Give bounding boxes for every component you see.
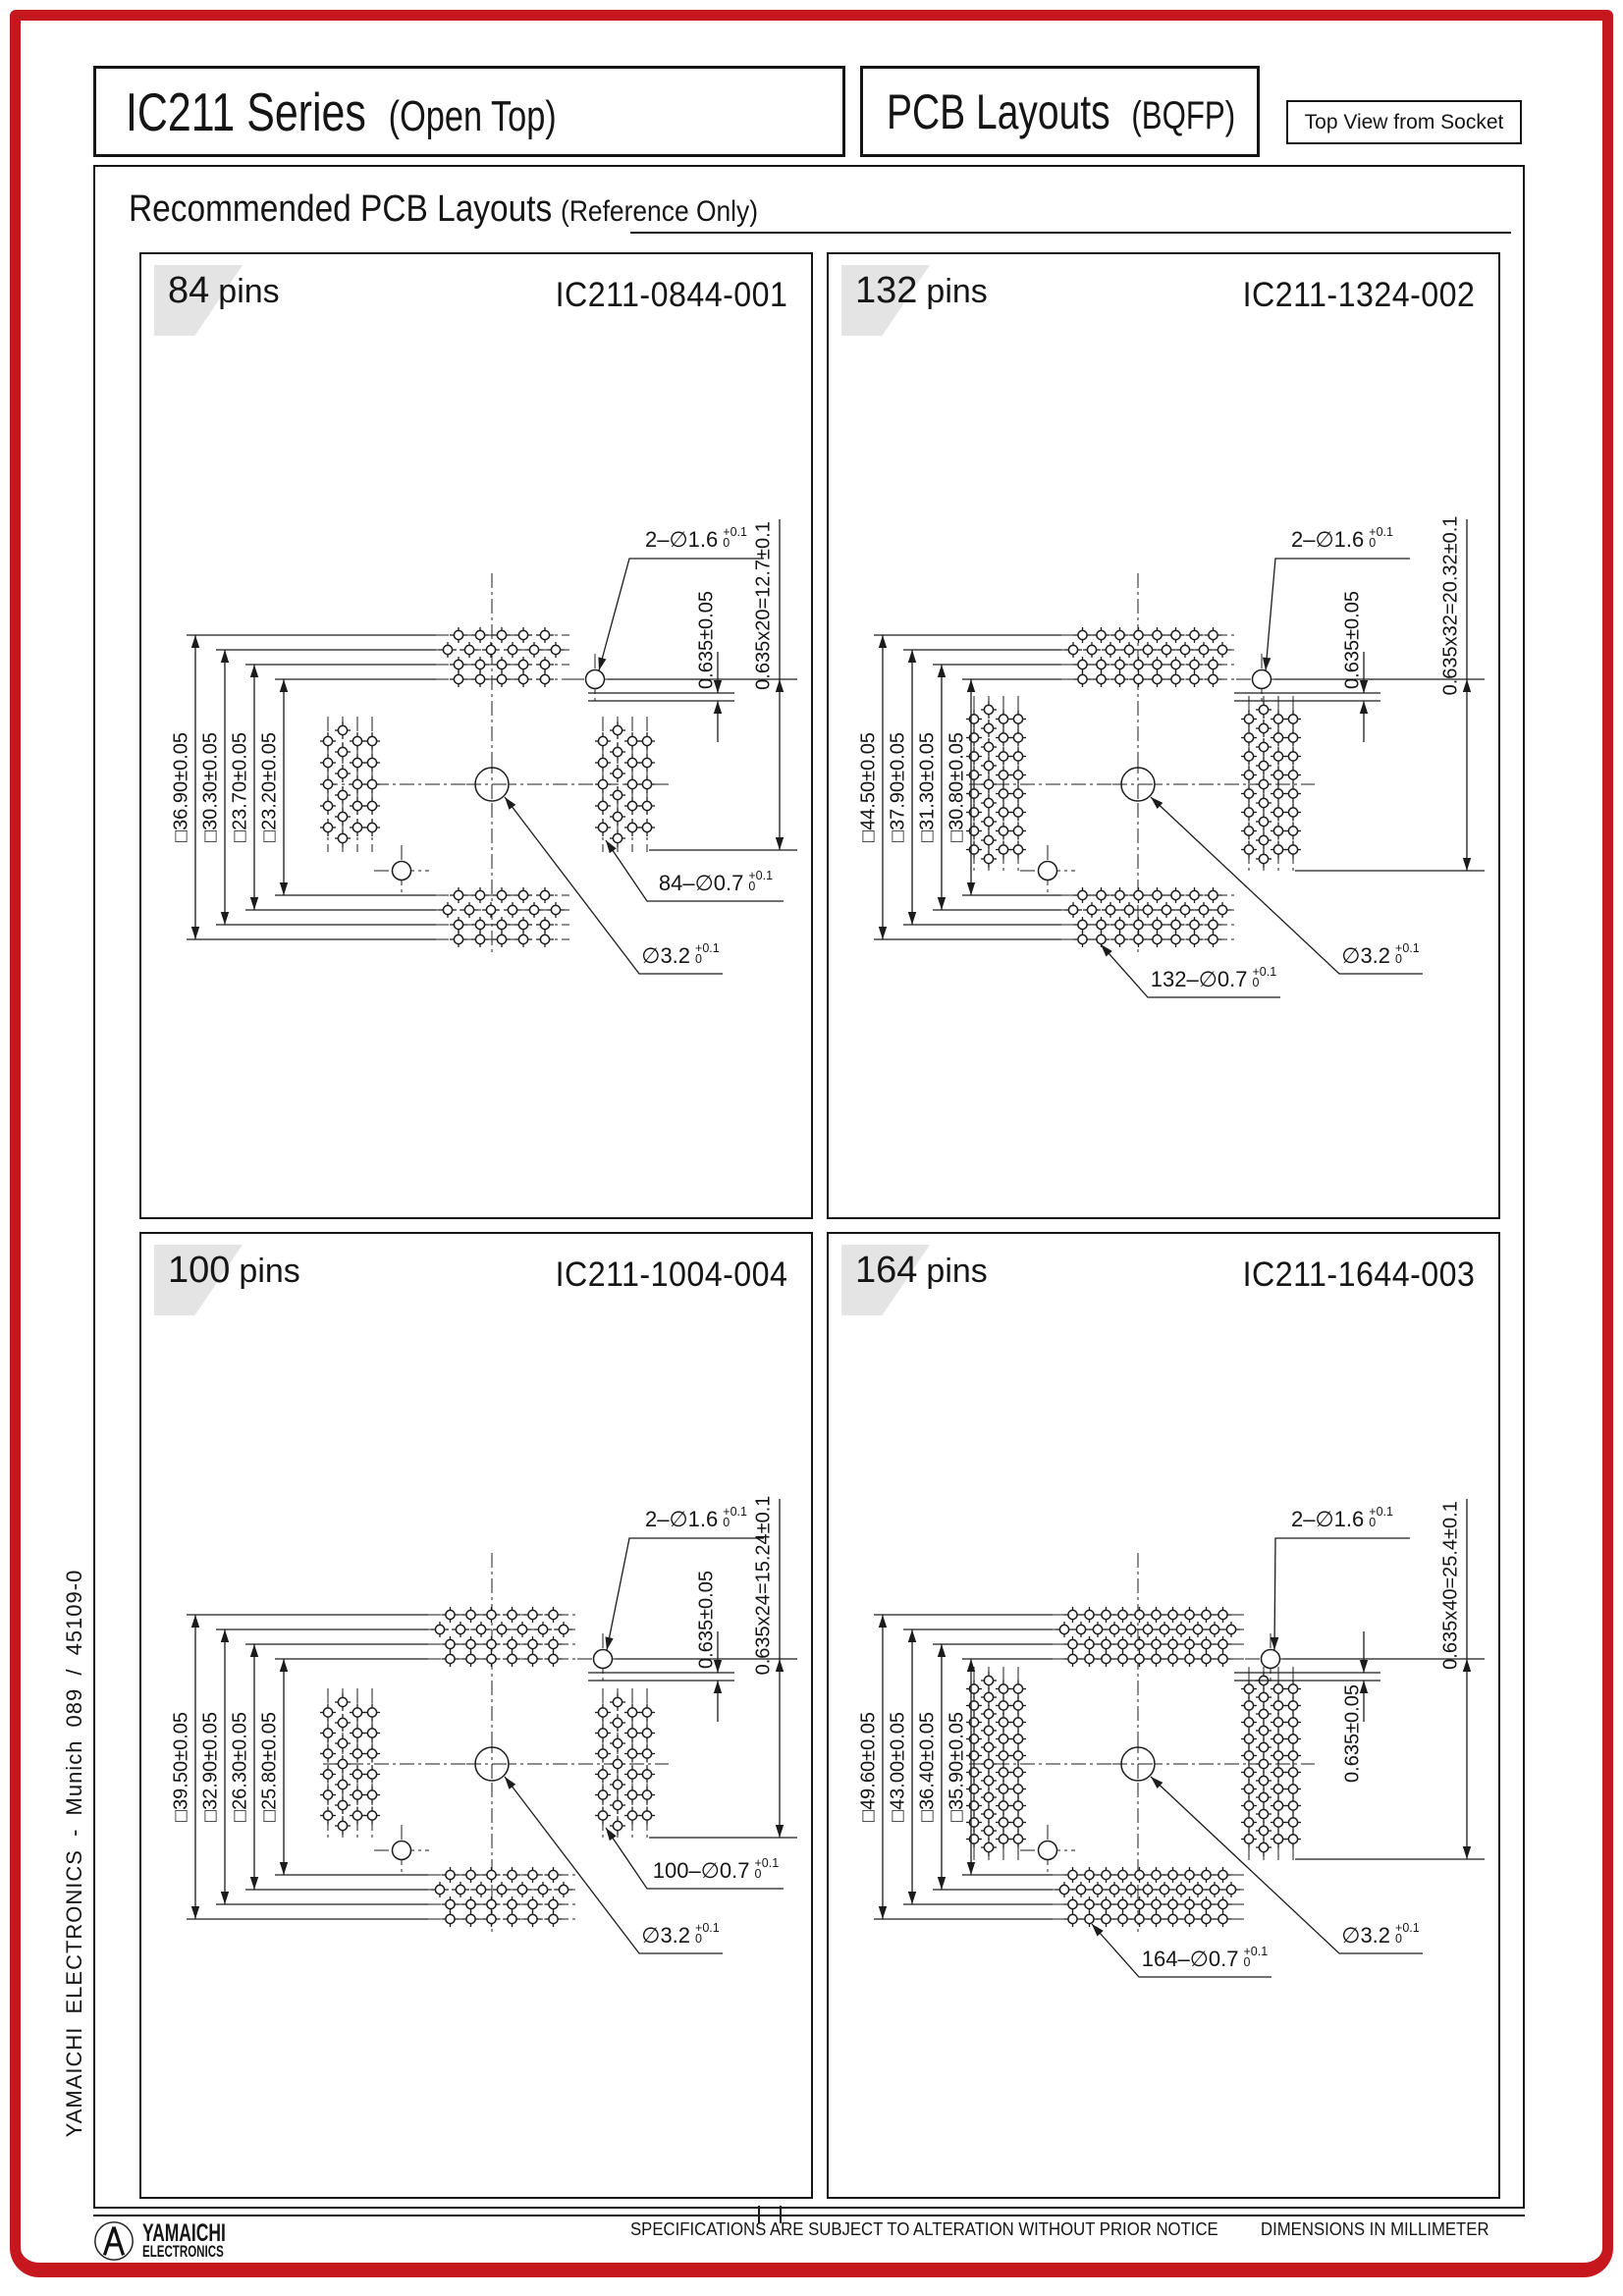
center-hole-label — [641, 1920, 720, 1949]
outline-dim-4-text: □30.80±0.05 — [946, 731, 968, 843]
pin-count-number: 164 — [855, 1250, 918, 1291]
pitch-dim-label-text: 0.635±0.05 — [1341, 1684, 1364, 1783]
view-note: Top View from Socket — [1304, 110, 1504, 133]
pin-holes-label-text: 164–∅0.7 — [1141, 1947, 1239, 1971]
pin-holes-label-tolerance — [1243, 1944, 1269, 1969]
center-hole-label-tol-bottom: 0 — [695, 1932, 702, 1946]
pitch-formula-label — [753, 521, 776, 690]
logo-brand-bottom: ELECTRONICS — [142, 2243, 224, 2261]
leader-lines — [502, 559, 784, 974]
outline-dim-2 — [888, 732, 910, 842]
outline-dim-3-text: □36.40±0.05 — [916, 1711, 939, 1823]
guide-holes-label-text: 2–∅1.6 — [1291, 1507, 1365, 1531]
part-number-text: IC211-1324-002 — [1242, 276, 1475, 314]
pitch-formula-label — [1440, 516, 1463, 696]
pin-holes-label — [1150, 964, 1277, 992]
pin-count-number: 132 — [855, 270, 918, 311]
guide-holes-label-tol-bottom: 0 — [723, 1516, 730, 1529]
part-number-text: IC211-0844-001 — [555, 276, 787, 314]
pin-holes-label-tol-bottom: 0 — [754, 1867, 762, 1881]
guide-holes-label-tol-top: +0.1 — [1369, 1504, 1393, 1519]
outline-dim-2 — [200, 1712, 223, 1822]
pin-count-unit: pins — [926, 273, 988, 310]
outline-dim-3 — [230, 1712, 252, 1822]
guide-holes-label — [645, 1504, 747, 1532]
pitch-dim-label — [1342, 591, 1365, 689]
title-rule — [630, 232, 1511, 234]
pin-holes-label-tolerance — [754, 1855, 780, 1881]
pin-count-unit: pins — [239, 1253, 300, 1290]
outline-dim-3-text: □23.70±0.05 — [229, 731, 251, 843]
center-hole-label-tol-top: +0.1 — [695, 1920, 720, 1935]
part-number-text: IC211-1004-004 — [555, 1255, 787, 1294]
outline-dim-2-text: □32.90±0.05 — [199, 1711, 222, 1823]
panel-164-pins — [827, 1232, 1500, 2199]
center-hole-label-tol-bottom: 0 — [1395, 952, 1402, 966]
dimension-lines — [874, 519, 1485, 939]
guide-holes-label-text: 2–∅1.6 — [1291, 527, 1365, 552]
guide-holes-label — [1291, 524, 1393, 553]
pitch-formula-label-text: 0.635x40=25.4±0.1 — [1439, 1501, 1462, 1670]
guide-holes-label — [645, 524, 747, 553]
outline-dim-3-text: □31.30±0.05 — [916, 731, 939, 843]
pin-holes-label-tolerance — [748, 868, 774, 893]
pin-count-number: 84 — [168, 270, 210, 311]
outline-dim-2 — [888, 1712, 910, 1822]
yamaichi-logo — [91, 2218, 261, 2264]
guide-holes-label-tol-bottom: 0 — [1369, 536, 1377, 550]
center-hole-label-text: ∅3.2 — [641, 943, 691, 968]
holes — [393, 1650, 613, 1860]
layouts-container — [93, 165, 1525, 2209]
sidebar-company-text: YAMAICHI ELECTRONICS - Munich 089 / 45109-0 — [62, 1569, 86, 2138]
center-hole-label — [1341, 1920, 1420, 1949]
guide-holes-label — [1291, 1504, 1393, 1532]
center-hole-label-tol-bottom: 0 — [695, 952, 702, 966]
outline-dim-3 — [230, 732, 252, 842]
center-hole-label-tolerance — [1395, 940, 1420, 966]
pin-count-unit: pins — [926, 1253, 988, 1290]
center-hole-label — [1341, 940, 1420, 969]
page-title-box — [860, 66, 1260, 157]
outline-dim-3 — [917, 732, 940, 842]
holes — [393, 670, 605, 881]
center-hole-label-text: ∅3.2 — [641, 1923, 691, 1948]
outline-dim-1 — [171, 732, 193, 842]
center-hole-label-tol-top: +0.1 — [1395, 940, 1420, 955]
pin-holes-label-tol-top: +0.1 — [748, 868, 774, 882]
pin-holes-label-tol-top: +0.1 — [1243, 1944, 1269, 1958]
pin-holes-label-tol-bottom: 0 — [748, 880, 756, 893]
pin-holes-label-tolerance — [1252, 964, 1277, 989]
pin-holes-label-tol-bottom: 0 — [1243, 1955, 1251, 1969]
pin-holes-label — [1141, 1944, 1269, 1972]
guide-holes-label-text: 2–∅1.6 — [645, 1507, 719, 1531]
footer-rule — [93, 2215, 1525, 2216]
pin-count-number: 100 — [168, 1250, 231, 1291]
pitch-formula-label — [753, 1496, 776, 1676]
guide-holes-label-tolerance — [723, 524, 747, 550]
outline-dim-4 — [259, 1712, 282, 1822]
part-number-text: IC211-1644-003 — [1242, 1255, 1475, 1294]
panel-84-pins — [139, 252, 813, 1219]
outline-dim-4-text: □25.80±0.05 — [258, 1711, 281, 1823]
pitch-dim-label — [696, 1571, 719, 1669]
outline-dim-1-text: □39.50±0.05 — [170, 1711, 192, 1823]
pitch-dim-label-text: 0.635±0.05 — [1341, 591, 1364, 689]
pitch-formula-label-text: 0.635x32=20.32±0.1 — [1439, 515, 1462, 696]
guide-holes-label-tolerance — [1369, 524, 1393, 550]
outline-dim-2-text: □43.00±0.05 — [887, 1711, 909, 1823]
view-note-box — [1286, 100, 1522, 144]
pin-holes-label — [658, 868, 774, 896]
series-title-box — [93, 66, 845, 157]
pin-holes-label-tol-bottom: 0 — [1252, 976, 1260, 989]
pin-holes-label-text: 84–∅0.7 — [658, 871, 744, 895]
center-hole-label-text: ∅3.2 — [1341, 1923, 1391, 1948]
guide-holes-label-tol-bottom: 0 — [723, 536, 730, 550]
pin-count-unit: pins — [218, 273, 280, 310]
page-title: PCB Layouts — [887, 83, 1110, 139]
pitch-dim-label-text: 0.635±0.05 — [695, 1571, 718, 1669]
pitch-formula-label — [1440, 1501, 1463, 1670]
center-hole-label — [641, 940, 720, 969]
pin-holes-label-tol-top: +0.1 — [754, 1855, 780, 1870]
center-hole-label-tol-top: +0.1 — [695, 940, 720, 955]
outline-dim-4 — [259, 732, 282, 842]
page-subtitle: (BQFP) — [1131, 93, 1236, 137]
series-subtitle: (Open Top) — [388, 91, 557, 140]
guide-holes-label-text: 2–∅1.6 — [645, 527, 719, 552]
outline-dim-3 — [917, 1712, 940, 1822]
pitch-dim-label — [1342, 1684, 1365, 1783]
logo-brand-top: YAMAICHI — [142, 2219, 226, 2247]
guide-holes-label-tolerance — [1369, 1504, 1393, 1529]
pitch-dim-label — [696, 591, 719, 689]
outline-dim-1 — [858, 1712, 881, 1822]
guide-holes-label-tol-top: +0.1 — [723, 524, 747, 539]
footer-units-note: DIMENSIONS IN MILLIMETER — [1261, 2219, 1489, 2239]
panel-132-pins — [827, 252, 1500, 1219]
section-title-note: (Reference Only) — [561, 195, 759, 228]
outline-dim-2 — [200, 732, 223, 842]
outline-dim-1 — [858, 732, 881, 842]
section-title — [129, 188, 843, 231]
footer-disclaimer: SPECIFICATIONS ARE SUBJECT TO ALTERATION WITHOUT PRIOR NOTICE — [630, 2219, 1218, 2239]
outline-dim-1-text: □44.50±0.05 — [857, 731, 880, 843]
center-hole-label-tolerance — [1395, 1920, 1420, 1946]
center-hole-label-tol-bottom: 0 — [1395, 1932, 1402, 1946]
outline-dim-1-text: □36.90±0.05 — [170, 731, 192, 843]
outline-dim-4 — [947, 1712, 969, 1822]
guide-holes-label-tol-bottom: 0 — [1369, 1516, 1377, 1529]
guide-holes-label-tol-top: +0.1 — [723, 1504, 747, 1519]
dimension-lines — [874, 1499, 1485, 1919]
center-hole-label-tolerance — [695, 1920, 720, 1946]
pitch-dim-label-text: 0.635±0.05 — [695, 591, 718, 689]
section-title-text: Recommended PCB Layouts — [129, 188, 553, 230]
series-title: IC211 Series — [126, 80, 366, 142]
outline-dim-1-text: □49.60±0.05 — [857, 1711, 880, 1823]
outline-dim-1 — [171, 1712, 193, 1822]
outline-dim-3-text: □26.30±0.05 — [229, 1711, 251, 1823]
outline-dim-2-text: □30.30±0.05 — [199, 731, 222, 843]
outline-dim-2-text: □37.90±0.05 — [887, 731, 909, 843]
center-hole-label-tol-top: +0.1 — [1395, 1920, 1420, 1935]
pin-holes-label-tol-top: +0.1 — [1252, 964, 1277, 979]
yamaichi-logo-icon — [91, 2218, 136, 2264]
outline-dim-4-text: □23.20±0.05 — [258, 731, 281, 843]
pin-holes-label-text: 132–∅0.7 — [1150, 967, 1248, 991]
panel-100-pins — [139, 1232, 813, 2199]
guide-holes-label-tolerance — [723, 1504, 747, 1529]
pitch-formula-label-text: 0.635x24=15.24±0.1 — [752, 1495, 775, 1676]
center-hole-label-text: ∅3.2 — [1341, 943, 1391, 968]
pin-holes-label — [652, 1855, 780, 1884]
pin-holes-label-text: 100–∅0.7 — [652, 1858, 750, 1883]
guide-holes-label-tol-top: +0.1 — [1369, 524, 1393, 539]
outline-dim-4-text: □35.90±0.05 — [946, 1711, 968, 1823]
pitch-formula-label-text: 0.635x20=12.7±0.1 — [752, 521, 775, 690]
outline-dim-4 — [947, 732, 969, 842]
center-hole-label-tolerance — [695, 940, 720, 966]
